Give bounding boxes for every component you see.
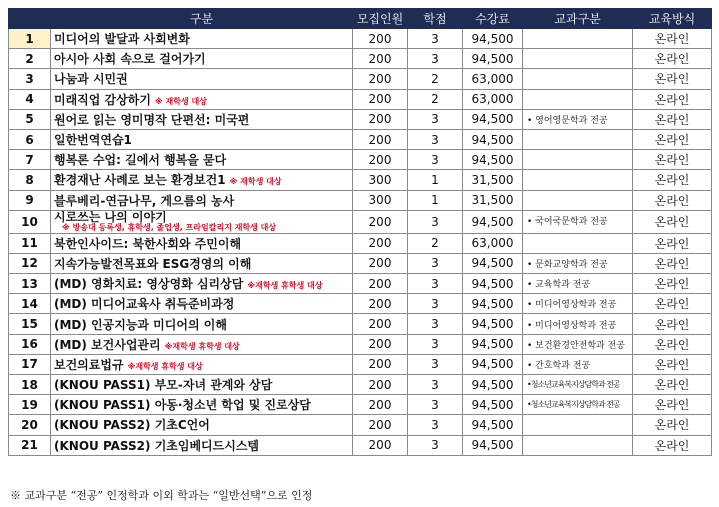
credits: 3 (408, 253, 463, 273)
row-number: 6 (9, 129, 51, 149)
course-note: ※재학생 휴학생 대상 (127, 361, 203, 371)
fee: 94,500 (463, 354, 523, 374)
table-row (9, 129, 712, 149)
row-number: 11 (9, 233, 51, 253)
course-title: 일한번역연습1 (54, 133, 132, 148)
dept: • 간호학과 전공 (523, 354, 633, 374)
credits: 3 (408, 354, 463, 374)
fee: 94,500 (463, 334, 523, 354)
course-title-cell (51, 274, 353, 294)
row-number: 16 (9, 334, 51, 354)
dept: • 국어국문학과 전공 (523, 210, 633, 233)
course-title-cell (51, 69, 353, 89)
row-number: 21 (9, 435, 51, 455)
capacity: 200 (353, 274, 408, 294)
fee: 94,500 (463, 109, 523, 129)
capacity: 200 (353, 150, 408, 170)
course-title: 보건의료법규 (54, 357, 124, 372)
table-row (9, 190, 712, 210)
table-row (9, 89, 712, 109)
row-number: 5 (9, 109, 51, 129)
capacity: 200 (353, 375, 408, 395)
method: 온라인 (633, 69, 712, 89)
capacity: 200 (353, 314, 408, 334)
capacity: 200 (353, 233, 408, 253)
row-number: 18 (9, 375, 51, 395)
dept: • 보건환경안전학과 전공 (523, 334, 633, 354)
fee: 94,500 (463, 294, 523, 314)
course-title-cell (51, 415, 353, 435)
fee: 63,000 (463, 89, 523, 109)
course-title-cell (51, 150, 353, 170)
course-title: (KNOU PASS1) 아동·청소년 학업 및 진로상담 (54, 398, 311, 413)
course-title: 지속가능발전목표와 ESG경영의 이해 (54, 256, 252, 271)
method: 온라인 (633, 395, 712, 415)
footnote: ※ 교과구분 “전공” 인정학과 이외 학과는 “일반선택”으로 인정 (10, 489, 313, 502)
method: 온라인 (633, 210, 712, 233)
course-title: 행복론 수업: 길에서 행복을 묻다 (54, 153, 227, 168)
course-title: 북한인사이드: 북한사회와 주민이해 (54, 236, 242, 251)
dept: • 문화교양학과 전공 (523, 253, 633, 273)
dept (523, 69, 633, 89)
course-title: 미래직업 감상하기 (54, 92, 151, 107)
fee: 94,500 (463, 435, 523, 455)
course-title: 원어로 읽는 영미명작 단편선: 미국편 (54, 112, 250, 127)
method: 온라인 (633, 314, 712, 334)
table-row (9, 49, 712, 69)
method: 온라인 (633, 354, 712, 374)
method: 온라인 (633, 375, 712, 395)
course-title: 시로쓰는 나의 이야기 (54, 210, 167, 225)
row-number: 3 (9, 69, 51, 89)
row-number: 2 (9, 49, 51, 69)
method: 온라인 (633, 294, 712, 314)
row-number: 4 (9, 89, 51, 109)
dept (523, 89, 633, 109)
row-number: 13 (9, 274, 51, 294)
course-title-cell (51, 253, 353, 273)
credits: 3 (408, 109, 463, 129)
credits: 3 (408, 415, 463, 435)
method: 온라인 (633, 29, 712, 49)
capacity: 200 (353, 129, 408, 149)
fee: 94,500 (463, 395, 523, 415)
table-row (9, 314, 712, 334)
capacity: 200 (353, 89, 408, 109)
row-number: 15 (9, 314, 51, 334)
course-title-cell (51, 314, 353, 334)
row-number: 14 (9, 294, 51, 314)
course-title-cell (51, 354, 353, 374)
method: 온라인 (633, 190, 712, 210)
course-title: (KNOU PASS2) 기초임베디드시스템 (54, 438, 260, 453)
capacity: 200 (353, 69, 408, 89)
capacity: 300 (353, 190, 408, 210)
table-row (9, 415, 712, 435)
capacity: 200 (353, 253, 408, 273)
table-row (9, 69, 712, 89)
credits: 1 (408, 170, 463, 190)
course-title: 미디어의 발달과 사회변화 (54, 32, 190, 47)
fee: 94,500 (463, 150, 523, 170)
dept: •청소년교육복지상담학과 전공 (523, 375, 633, 395)
capacity: 200 (353, 395, 408, 415)
dept: • 교육학과 전공 (523, 274, 633, 294)
capacity: 300 (353, 170, 408, 190)
course-title-cell (51, 435, 353, 455)
course-title-cell (51, 109, 353, 129)
capacity: 200 (353, 435, 408, 455)
table-row (9, 210, 712, 233)
course-title-cell (51, 29, 353, 49)
header-dept: 교과구분 (523, 9, 633, 29)
fee: 94,500 (463, 129, 523, 149)
fee: 94,500 (463, 375, 523, 395)
fee: 94,500 (463, 253, 523, 273)
row-number: 19 (9, 395, 51, 415)
course-title-cell (51, 375, 353, 395)
credits: 3 (408, 210, 463, 233)
row-number: 1 (9, 29, 51, 49)
header-course: 구분 (51, 9, 353, 29)
method: 온라인 (633, 150, 712, 170)
capacity: 200 (353, 415, 408, 435)
table-row (9, 109, 712, 129)
capacity: 200 (353, 354, 408, 374)
fee: 31,500 (463, 190, 523, 210)
course-table-container (8, 8, 711, 456)
method: 온라인 (633, 233, 712, 253)
table-row (9, 233, 712, 253)
method: 온라인 (633, 170, 712, 190)
course-title-cell (51, 170, 353, 190)
dept (523, 150, 633, 170)
credits: 3 (408, 150, 463, 170)
header-capacity: 모집인원 (353, 9, 408, 29)
course-title: (MD) 인공지능과 미디어의 이해 (54, 317, 227, 332)
capacity: 200 (353, 210, 408, 233)
course-title: 나눔과 시민권 (54, 72, 128, 87)
table-row (9, 395, 712, 415)
credits: 3 (408, 129, 463, 149)
course-title: (MD) 미디어교육사 취득준비과정 (54, 297, 235, 312)
row-number: 10 (9, 210, 51, 233)
dept: • 영어영문학과 전공 (523, 109, 633, 129)
table-row (9, 274, 712, 294)
dept (523, 415, 633, 435)
credits: 3 (408, 334, 463, 354)
method: 온라인 (633, 253, 712, 273)
course-table (8, 8, 712, 456)
credits: 2 (408, 69, 463, 89)
row-number: 7 (9, 150, 51, 170)
method: 온라인 (633, 274, 712, 294)
capacity: 200 (353, 49, 408, 69)
course-title-cell (51, 233, 353, 253)
dept (523, 435, 633, 455)
fee: 94,500 (463, 29, 523, 49)
table-row (9, 253, 712, 273)
fee: 63,000 (463, 69, 523, 89)
course-title-cell (51, 210, 353, 233)
course-note: ※재학생 휴학생 대상 (164, 341, 240, 351)
credits: 3 (408, 435, 463, 455)
row-number: 17 (9, 354, 51, 374)
fee: 63,000 (463, 233, 523, 253)
course-title: (MD) 보건사업관리 (54, 337, 161, 352)
method: 온라인 (633, 129, 712, 149)
capacity: 200 (353, 29, 408, 49)
table-row (9, 170, 712, 190)
course-note: ※ 방송대 등록생, 휴학생, 졸업생, 프라임칼리지 재학생 대상 (62, 223, 277, 233)
table-header-row (9, 9, 712, 29)
table-row (9, 375, 712, 395)
table-row (9, 435, 712, 455)
dept: • 미디어영상학과 전공 (523, 314, 633, 334)
table-row (9, 150, 712, 170)
credits: 2 (408, 89, 463, 109)
credits: 3 (408, 274, 463, 294)
course-title: (KNOU PASS1) 부모-자녀 관계와 상담 (54, 378, 273, 393)
course-title: (KNOU PASS2) 기초C언어 (54, 418, 210, 433)
method: 온라인 (633, 109, 712, 129)
dept (523, 170, 633, 190)
credits: 2 (408, 233, 463, 253)
credits: 3 (408, 375, 463, 395)
course-title-cell (51, 294, 353, 314)
method: 온라인 (633, 435, 712, 455)
row-number: 8 (9, 170, 51, 190)
row-number: 12 (9, 253, 51, 273)
table-row (9, 29, 712, 49)
credits: 3 (408, 49, 463, 69)
capacity: 200 (353, 334, 408, 354)
course-title: 아시아 사회 속으로 걸어가기 (54, 52, 206, 67)
fee: 94,500 (463, 274, 523, 294)
dept (523, 129, 633, 149)
header-no (9, 9, 51, 29)
course-note: ※ 재학생 대상 (154, 96, 207, 106)
course-title-cell (51, 395, 353, 415)
credits: 3 (408, 29, 463, 49)
dept (523, 29, 633, 49)
method: 온라인 (633, 415, 712, 435)
table-row (9, 334, 712, 354)
fee: 94,500 (463, 210, 523, 233)
header-fee: 수강료 (463, 9, 523, 29)
dept (523, 233, 633, 253)
course-title: 블루베리-연금나무, 게으름의 농사 (54, 193, 235, 208)
row-number: 9 (9, 190, 51, 210)
course-title: 환경재난 사례로 보는 환경보건1 (54, 173, 226, 188)
course-note: ※재학생 휴학생 대상 (247, 281, 323, 291)
capacity: 200 (353, 109, 408, 129)
course-note: ※ 재학생 대상 (229, 177, 282, 187)
course-title-cell (51, 49, 353, 69)
credits: 1 (408, 190, 463, 210)
course-title-cell (51, 190, 353, 210)
course-title: (MD) 영화치료: 영상영화 심리상담 (54, 277, 244, 292)
fee: 31,500 (463, 170, 523, 190)
credits: 3 (408, 314, 463, 334)
credits: 3 (408, 395, 463, 415)
fee: 94,500 (463, 415, 523, 435)
method: 온라인 (633, 334, 712, 354)
course-title-cell (51, 129, 353, 149)
dept (523, 49, 633, 69)
row-number: 20 (9, 415, 51, 435)
capacity: 200 (353, 294, 408, 314)
credits: 3 (408, 294, 463, 314)
dept: • 미디어영상학과 전공 (523, 294, 633, 314)
dept (523, 190, 633, 210)
method: 온라인 (633, 89, 712, 109)
header-method: 교육방식 (633, 9, 712, 29)
dept: •청소년교육복지상담학과 전공 (523, 395, 633, 415)
course-title-cell (51, 89, 353, 109)
course-title-cell (51, 334, 353, 354)
header-credits: 학점 (408, 9, 463, 29)
fee: 94,500 (463, 314, 523, 334)
method: 온라인 (633, 49, 712, 69)
table-row (9, 294, 712, 314)
table-row (9, 354, 712, 374)
fee: 94,500 (463, 49, 523, 69)
